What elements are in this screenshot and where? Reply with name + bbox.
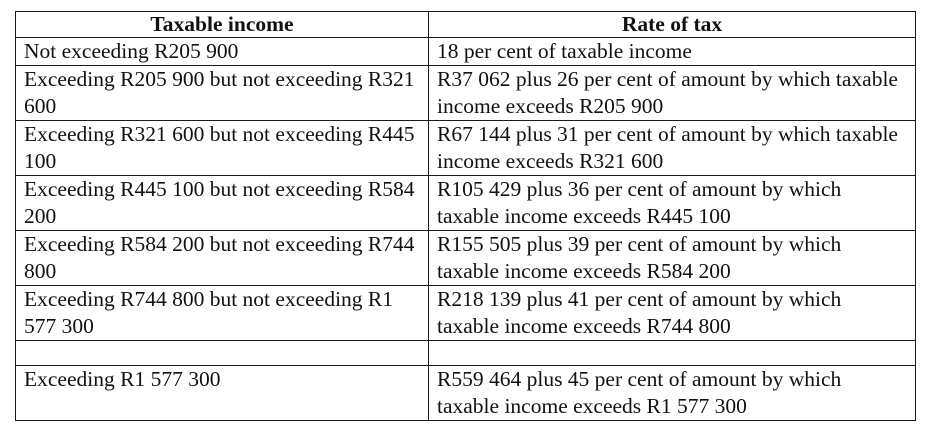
table-row	[16, 286, 916, 341]
table-row-empty	[16, 341, 916, 366]
rate-cell: R37 062 plus 26 per cent of amount by which taxable income exceeds R205 900	[429, 66, 916, 121]
income-cell: Exceeding R321 600 but not exceeding R445 100	[16, 121, 429, 176]
table-row	[16, 38, 916, 66]
rate-cell	[429, 341, 916, 366]
table-row	[16, 66, 916, 121]
rate-cell: R218 139 plus 41 per cent of amount by which taxable income exceeds R744 800	[429, 286, 916, 341]
income-cell: Exceeding R205 900 but not exceeding R321 600	[16, 66, 429, 121]
income-cell: Exceeding R1 577 300	[16, 366, 429, 421]
income-cell: Not exceeding R205 900	[16, 38, 429, 66]
income-cell	[16, 341, 429, 366]
income-cell: Exceeding R584 200 but not exceeding R744 800	[16, 231, 429, 286]
header-rate-of-tax: Rate of tax	[429, 12, 916, 38]
income-cell: Exceeding R445 100 but not exceeding R584 200	[16, 176, 429, 231]
rate-cell: R559 464 plus 45 per cent of amount by which taxable income exceeds R1 577 300	[429, 366, 916, 421]
rate-cell: R67 144 plus 31 per cent of amount by which taxable income exceeds R321 600	[429, 121, 916, 176]
table-row	[16, 121, 916, 176]
rate-cell: R105 429 plus 36 per cent of amount by which taxable income exceeds R445 100	[429, 176, 916, 231]
table-row	[16, 366, 916, 421]
rate-cell: 18 per cent of taxable income	[429, 38, 916, 66]
header-taxable-income: Taxable income	[16, 12, 429, 38]
income-cell: Exceeding R744 800 but not exceeding R1 577 300	[16, 286, 429, 341]
table-row	[16, 176, 916, 231]
table-row	[16, 231, 916, 286]
rate-cell: R155 505 plus 39 per cent of amount by which taxable income exceeds R584 200	[429, 231, 916, 286]
header-row	[16, 12, 916, 38]
tax-rate-table	[15, 11, 916, 421]
